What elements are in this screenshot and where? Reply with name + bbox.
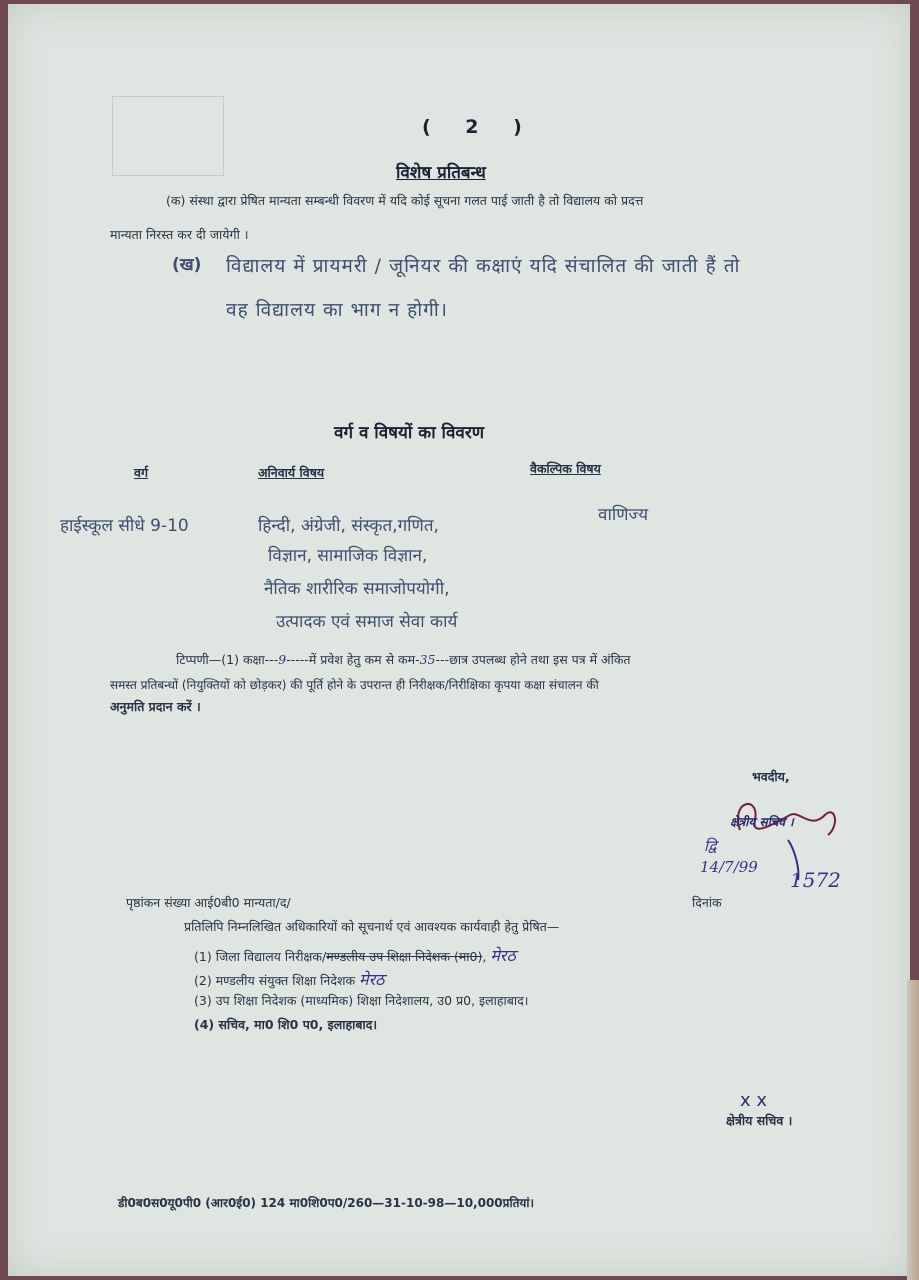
handwritten-meerut-1: मेरठ [490,946,516,965]
recipient-3: (3) उप शिक्षा निदेशक (माध्यमिक) शिक्षा निदेशालय, उ0 प्र0, इलाहाबाद। [194,993,529,1008]
handwritten-di: द्वि [704,837,717,855]
handwritten-meerut-2: मेरठ [359,970,385,989]
compulsory-line-2: विज्ञान, सामाजिक विज्ञान, [268,546,428,566]
compulsory-line-1: हिन्दी, अंग्रेजी, संस्कृत,गणित, [258,516,439,536]
page-number: ( 2 ) [422,116,536,138]
page-edge [907,980,919,1280]
note-line3: अनुमति प्रदान करें । [110,699,201,714]
closing-bhavdiya: भवदीय, [752,769,790,784]
note-class-number: 9 [278,652,287,667]
date-label: दिनांक [692,895,722,910]
clause-kha-marker: (ख) [172,255,202,275]
column-header-optional: वैकल्पिक विषय [530,461,601,476]
signatory-designation: क्षेत्रीय सचिव । [730,815,794,829]
faded-stamp [112,96,224,176]
column-header-class: वर्ग [134,465,148,480]
column-header-compulsory: अनिवार्य विषय [258,465,325,480]
clause-ka-line2: मान्यता निरस्त कर दी जायेगी । [110,227,249,242]
clause-kha-line2: वह विद्यालय का भाग न होगी। [226,299,448,321]
compulsory-line-3: नैतिक शारीरिक समाजोपयोगी, [264,579,450,599]
reference-number-label: पृष्ठांकन संख्या आई0बी0 मान्यता/द/ [126,895,291,910]
recipient-1: (1) जिला विद्यालय निरीक्षक/मण्डलीय उप शिक्षा निदेशक (मा0), मेरठ [194,946,516,965]
signature-scribble [700,790,870,920]
subjects-section-title: वर्ग व विषयों का विवरण [334,423,485,443]
recipient-2: (2) मण्डलीय संयुक्त शिक्षा निदेशक मेरठ [194,970,385,989]
handwritten-date: 14/7/99 [700,858,758,876]
handwritten-number: 1572 [790,868,841,892]
note-line1: टिप्पणी—(1) कक्षा---9-----में प्रवेश हेतु कम से कम-35---छात्र उपलब्ध होने तथा इस पत्र में अंकित [176,652,631,667]
class-value: हाईस्कूल सीधे 9-10 [60,516,189,536]
optional-value: वाणिज्य [598,505,649,525]
note-student-count: 35 [419,652,436,667]
clause-kha-line1: विद्यालय में प्रायमरी / जूनियर की कक्षाएं यदि संचालित की जाती हैं तो [226,255,741,277]
xx-mark: x x [740,1090,768,1111]
footer-signatory: क्षेत्रीय सचिव । [726,1113,793,1128]
note-line2: समस्त प्रतिबन्धों (नियुक्तियों को छोड़कर) की पूर्ति होने के उपरान्त ही निरीक्षक/निरीक्षिका कृपया कक्षा संचालन की [110,678,599,692]
print-line: डी0ब0स0यू0पी0 (आर0ई0) 124 मा0शि0प0/260—31-10-98—10,000प्रतियां। [118,1196,535,1210]
copy-to-intro: प्रतिलिपि निम्नलिखित अधिकारियों को सूचनार्थ एवं आवश्यक कार्यवाही हेतु प्रेषित— [184,919,560,934]
clause-ka-line1: (क) संस्था द्वारा प्रेषित मान्यता सम्बन्धी विवरण में यदि कोई सूचना गलत पाई जाती है तो विद्यालय को प्रदत्त [166,193,644,208]
compulsory-line-4: उत्पादक एवं समाज सेवा कार्य [276,612,458,632]
special-conditions-heading: विशेष प्रतिबन्ध [396,163,486,183]
recipient-4: (4) सचिव, मा0 शि0 प0, इलाहाबाद। [194,1017,378,1032]
